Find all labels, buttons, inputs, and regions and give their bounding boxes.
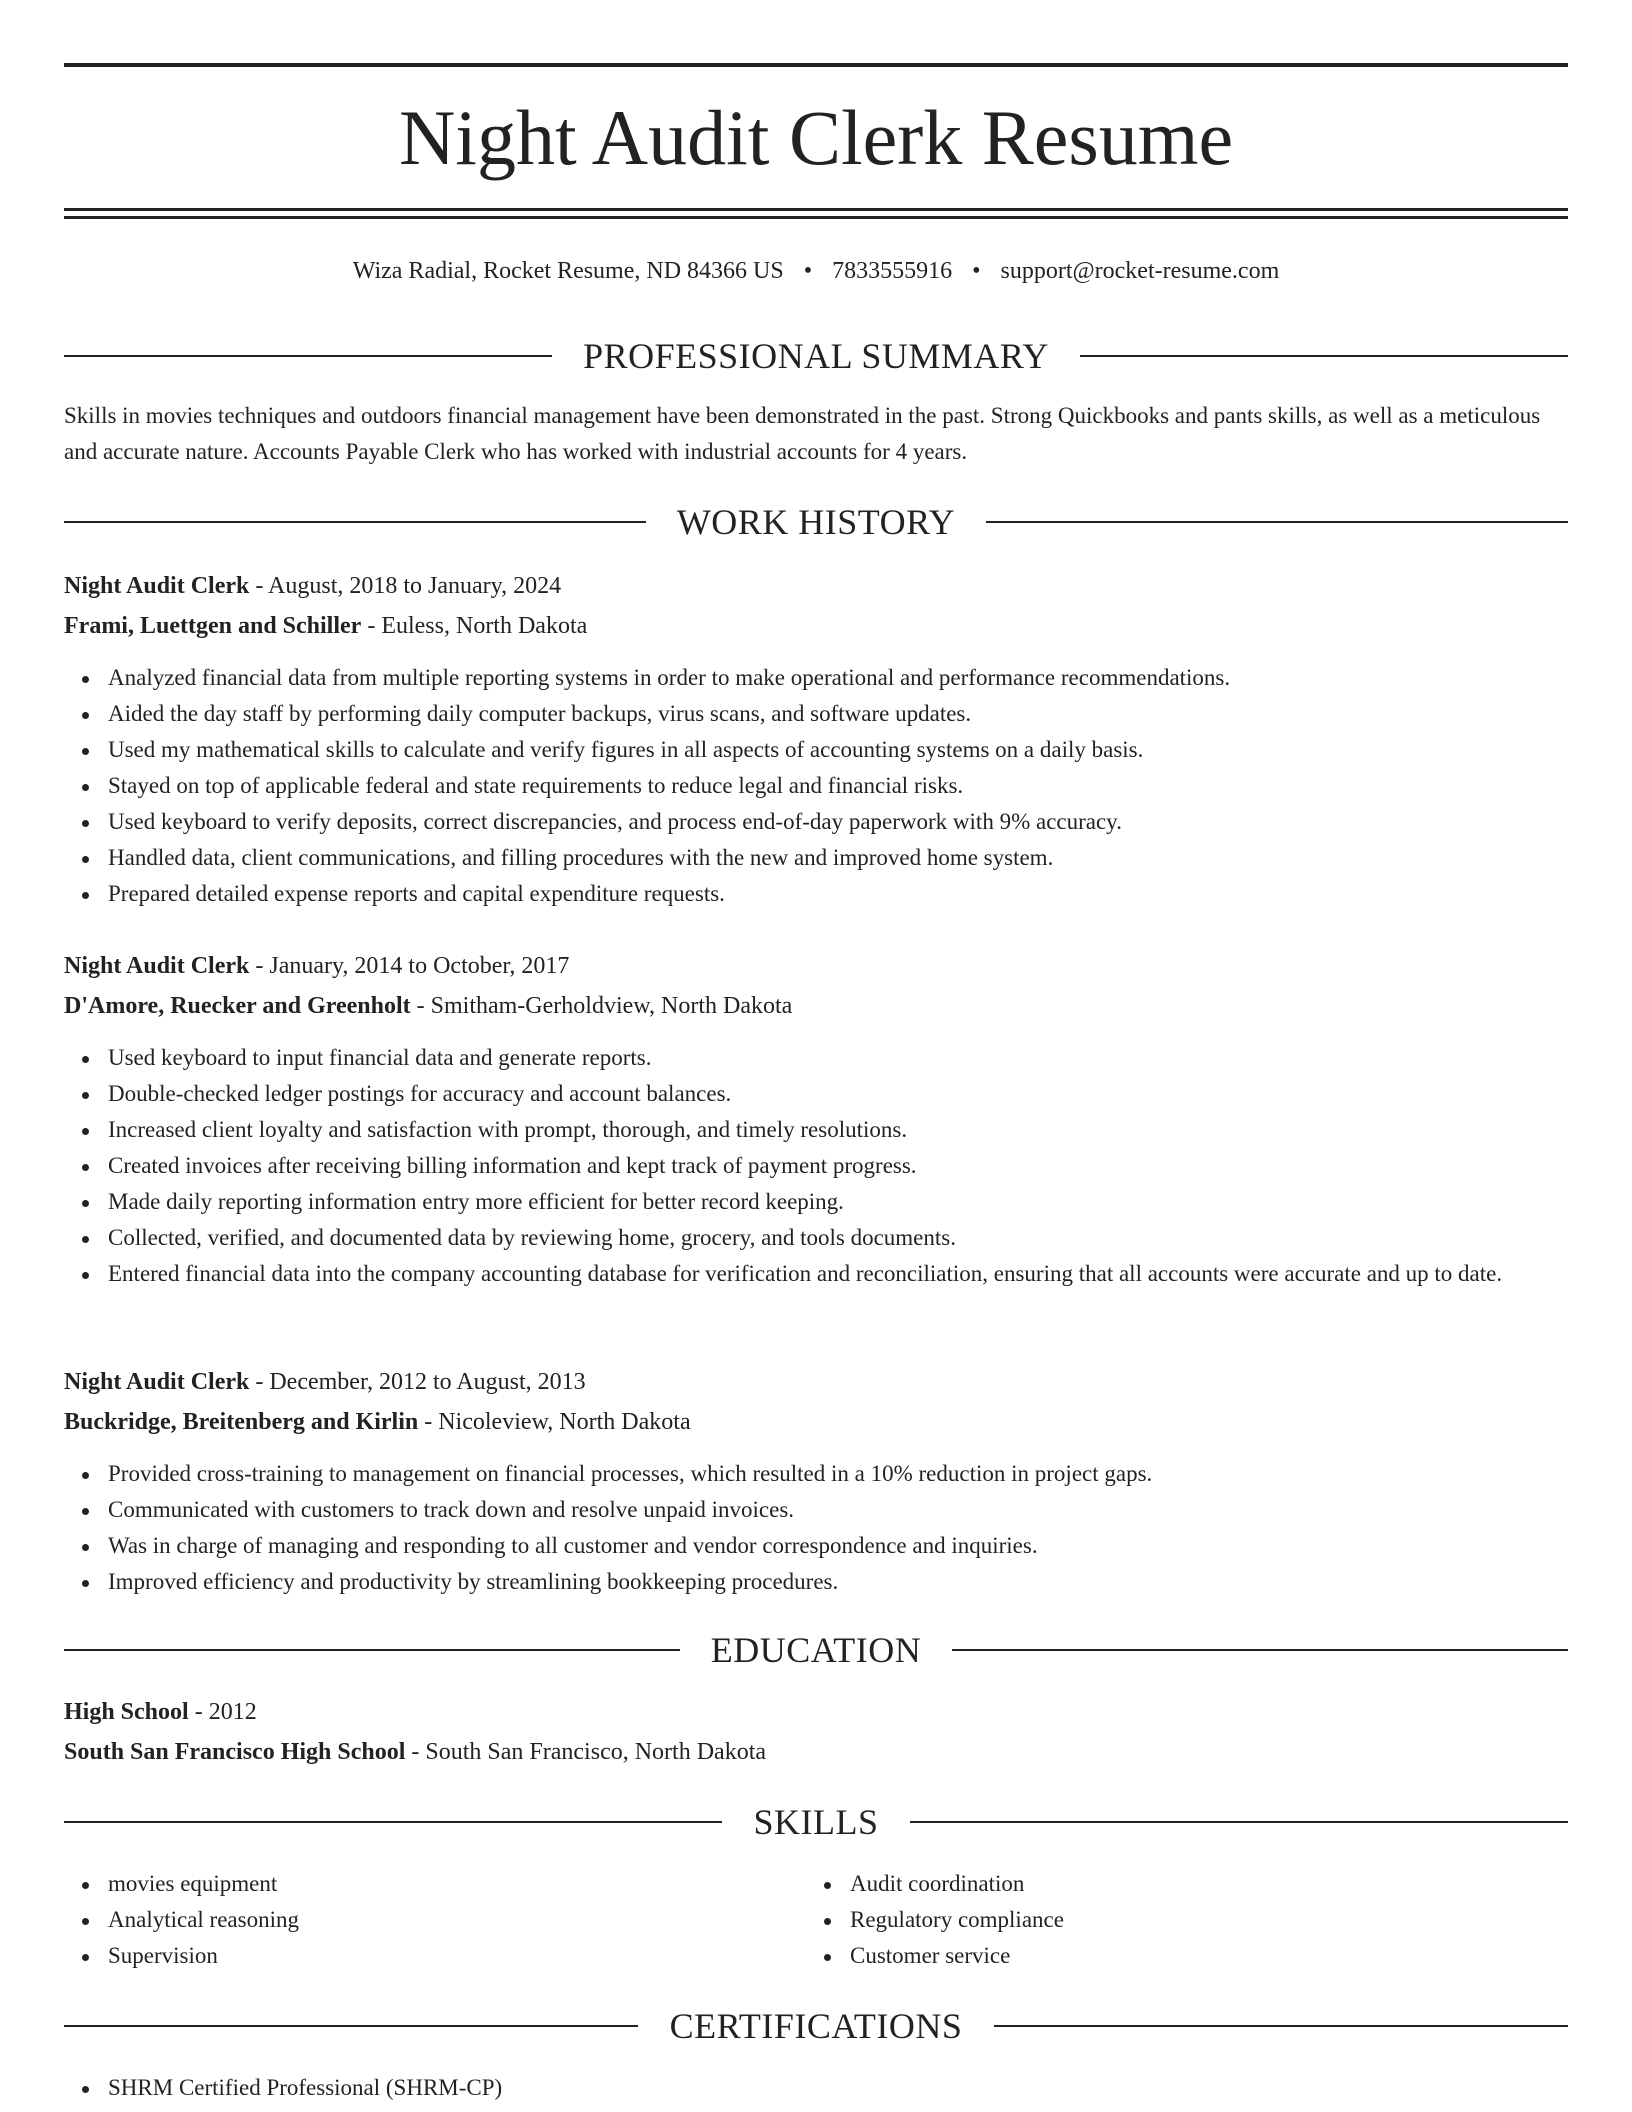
job-dates: - January, 2014 to October, 2017 — [249, 953, 570, 979]
resume-title: Night Audit Clerk Resume — [398, 94, 1234, 181]
contact-address: Wiza Radial, Rocket Resume, ND 84366 US — [352, 258, 784, 284]
job-bullets — [64, 1456, 1568, 1600]
list-item: Improved efficiency and productivity by streamlining bookkeeping procedures. — [64, 1564, 1568, 1600]
section-heading-summary — [64, 334, 1568, 378]
list-item: SHRM Certified Professional (SHRM-CP) — [64, 2070, 1568, 2106]
job-location: - Nicoleview, North Dakota — [418, 1409, 691, 1435]
job-location: - Smitham-Gerholdview, North Dakota — [410, 993, 793, 1019]
list-item: Used my mathematical skills to calculate and verify figures in all aspects of accounting systems on a daily basis. — [64, 732, 1568, 768]
list-item: Regulatory compliance — [806, 1902, 1632, 1938]
list-item: Provided cross-training to management on financial processes, which resulted in a 10% reduction in project gaps. — [64, 1456, 1568, 1492]
list-item: Analyzed financial data from multiple reporting systems in order to make operational and performance recommendations. — [64, 660, 1568, 696]
contact-separator: • — [972, 258, 981, 284]
job-company-line — [64, 608, 1568, 644]
contact-line — [64, 255, 1568, 287]
title-rule-upper — [64, 208, 1568, 211]
section-title-work: WORK HISTORY — [676, 502, 956, 542]
list-item: Aided the day staff by performing daily computer backups, virus scans, and software updates. — [64, 696, 1568, 732]
contact-separator: • — [803, 258, 813, 284]
job-title: Night Audit Clerk — [64, 573, 250, 599]
heading-rule-right — [1080, 355, 1568, 357]
section-title-summary: PROFESSIONAL SUMMARY — [583, 336, 1049, 376]
section-heading-skills — [64, 1800, 1568, 1844]
contact-email: support@rocket-resume.com — [1000, 258, 1280, 284]
list-item: Entered financial data into the company accounting database for verification and reconciliation, ensuring that all accounts were accurate and up to date. — [64, 1256, 1568, 1292]
list-item: Used keyboard to verify deposits, correct discrepancies, and process end-of-day paperwork with 9% accuracy. — [64, 804, 1568, 840]
job-dates: - August, 2018 to January, 2024 — [249, 573, 562, 599]
job-bullets — [64, 660, 1568, 912]
job-company: Buckridge, Breitenberg and Kirlin — [64, 1409, 419, 1435]
education-location: - South San Francisco, North Dakota — [405, 1739, 767, 1765]
job-title: Night Audit Clerk — [64, 1369, 250, 1395]
list-item: Prepared detailed expense reports and capital expenditure requests. — [64, 876, 1568, 912]
list-item: Made daily reporting information entry more efficient for better record keeping. — [64, 1184, 1568, 1220]
list-item: Increased client loyalty and satisfaction with prompt, thorough, and timely resolutions. — [64, 1112, 1568, 1148]
title-rule-lower — [64, 216, 1568, 219]
certifications-list — [64, 2070, 1568, 2106]
section-title-skills: SKILLS — [753, 1802, 879, 1842]
heading-rule-right — [952, 1649, 1568, 1651]
heading-rule-right — [994, 2025, 1568, 2027]
job-bullets — [64, 1040, 1568, 1292]
job-title-line — [64, 568, 1568, 604]
education-degree-line — [64, 1694, 1568, 1730]
job-dates: - December, 2012 to August, 2013 — [249, 1369, 586, 1395]
section-heading-work — [64, 500, 1568, 544]
job-company-line — [64, 1404, 1568, 1440]
summary-text: Skills in movies techniques and outdoors financial management have been demonstrated in the past. Strong Quickbooks and pants skills, as well as a meticulous and accurate nature. Accounts Payable Clerk who has worked with industrial accounts for 4 years. — [64, 403, 1541, 464]
education-year: - 2012 — [188, 1699, 257, 1725]
list-item: Audit coordination — [806, 1866, 1632, 1902]
list-item: Customer service — [806, 1938, 1632, 1974]
section-title-certifications: CERTIFICATIONS — [669, 2006, 963, 2046]
section-title-education: EDUCATION — [710, 1630, 922, 1670]
list-item: movies equipment — [64, 1866, 1568, 1902]
section-heading-certifications — [64, 2004, 1568, 2048]
list-item: Analytical reasoning — [64, 1902, 1568, 1938]
skills-list-right — [806, 1866, 1632, 1974]
list-item: Double-checked ledger postings for accuracy and account balances. — [64, 1076, 1568, 1112]
list-item: Stayed on top of applicable federal and state requirements to reduce legal and financial risks. — [64, 768, 1568, 804]
job-company: Frami, Luettgen and Schiller — [64, 613, 362, 639]
list-item: Handled data, client communications, and filling procedures with the new and improved home system. — [64, 840, 1568, 876]
job-company-line — [64, 988, 1568, 1024]
section-heading-education — [64, 1628, 1568, 1672]
top-rule — [64, 63, 1568, 67]
list-item: Was in charge of managing and responding to all customer and vendor correspondence and inquiries. — [64, 1528, 1568, 1564]
education-degree: High School — [64, 1699, 189, 1725]
heading-rule-right — [986, 521, 1568, 523]
job-company: D'Amore, Ruecker and Greenholt — [64, 993, 411, 1019]
contact-phone: 7833555916 — [832, 258, 953, 284]
list-item: Supervision — [64, 1938, 1568, 1974]
list-item: Communicated with customers to track down and resolve unpaid invoices. — [64, 1492, 1568, 1528]
job-title-line — [64, 1364, 1568, 1400]
job-location: - Euless, North Dakota — [361, 613, 588, 639]
job-title: Night Audit Clerk — [64, 953, 250, 979]
job-title-line — [64, 948, 1568, 984]
education-school-line — [64, 1734, 1568, 1770]
list-item: Used keyboard to input financial data and generate reports. — [64, 1040, 1568, 1076]
list-item: Created invoices after receiving billing information and kept track of payment progress. — [64, 1148, 1568, 1184]
list-item: Collected, verified, and documented data by reviewing home, grocery, and tools documents. — [64, 1220, 1568, 1256]
education-school: South San Francisco High School — [64, 1739, 406, 1765]
heading-rule-right — [910, 1821, 1568, 1823]
